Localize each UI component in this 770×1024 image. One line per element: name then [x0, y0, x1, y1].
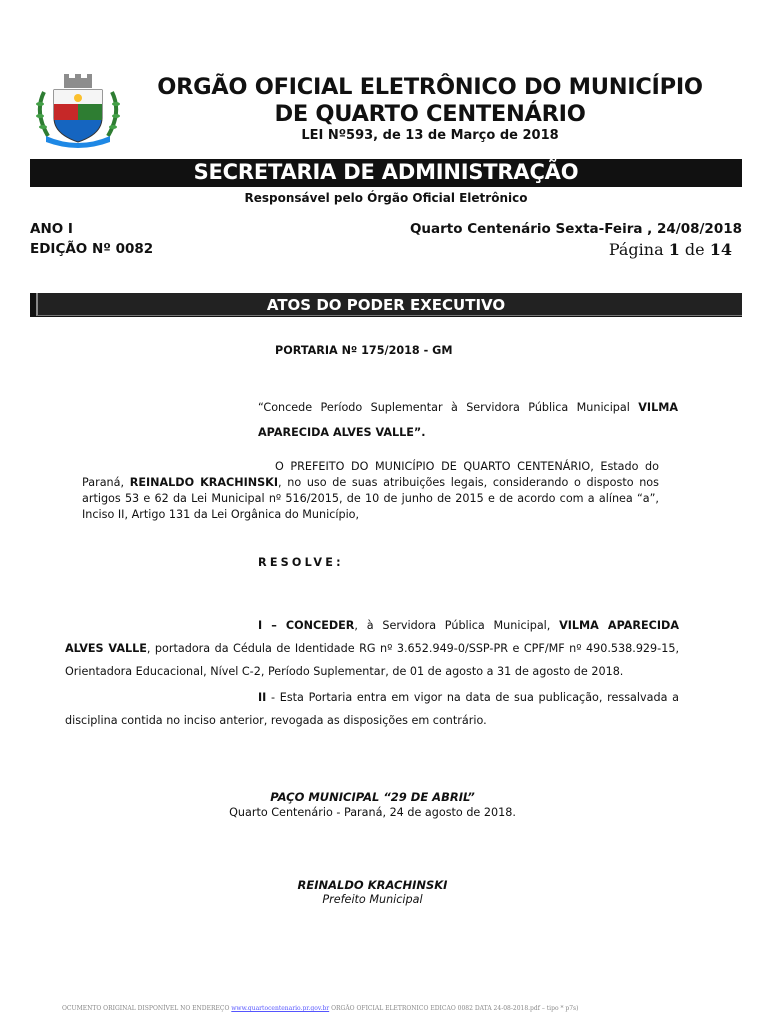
article-1 [65, 614, 679, 683]
portaria-ementa [258, 395, 678, 445]
footer-text: OCUMENTO ORIGINAL DISPONÍVEL NO ENDEREÇO [62, 1005, 232, 1012]
preamble-text-cont: , no uso de suas atribuições legais, considerando o disposto nos artigos 53 e 62 da Lei Municipal nº 516/2015, de 10 de junho de 2015 e de acordo com a alínea “a”, Inciso II, Artigo 131 da Lei Orgânica do Município, [82, 476, 659, 521]
article-1-text-cont: , portadora da Cédula de Identidade RG nº 3.652.949-0/SSP-PR e CPF/MF nº 490.538.929-15, Orientadora Educacional, Nível C-2, Período Suplementar, de 01 de agosto a 31 de agosto de 2018. [65, 642, 679, 678]
document-footer [62, 1005, 742, 1012]
edition-number: EDIÇÃO Nº 0082 [30, 241, 154, 257]
municipal-coat-of-arms-icon [30, 72, 126, 150]
ementa-name: VILMA APARECIDA ALVES VALLE [258, 401, 678, 439]
closing-place-date: Quarto Centenário - Paraná, 24 de agosto de 2018. [229, 806, 516, 819]
article-1-name: VILMA APARECIDA ALVES VALLE [65, 619, 679, 655]
law-reference: LEI Nº593, de 13 de Março de 2018 [301, 128, 559, 143]
page-number: 1 [668, 240, 680, 259]
article-1-label: I – CONCEDER [258, 619, 355, 632]
page-indicator [609, 240, 732, 259]
article-2 [65, 686, 679, 732]
page-prefix: Página [608, 240, 669, 259]
secretariat-subtitle: Responsável pelo Órgão Oficial Eletrônico [244, 191, 528, 205]
preamble-mayor-name: REINALDO KRACHINSKI [129, 476, 279, 489]
article-2-label: II [258, 691, 267, 704]
publication-title-line2: DE QUARTO CENTENÁRIO [274, 101, 586, 127]
closing-place: PAÇO MUNICIPAL “29 DE ABRIL” [270, 790, 475, 804]
resolve-heading: RESOLVE: [258, 556, 344, 569]
signer-name: REINALDO KRACHINSKI [297, 878, 448, 892]
portaria-number: PORTARIA Nº 175/2018 - GM [275, 344, 453, 357]
publication-title-line1: ORGÃO OFICIAL ELETRÔNICO DO MUNICÍPIO [157, 74, 703, 100]
page-total: 14 [709, 240, 732, 259]
article-2-text: - Esta Portaria entra em vigor na data de sua publicação, ressalvada a disciplina contida no inciso anterior, revogada as disposições em contrário. [65, 691, 679, 727]
ementa-close: ”. [413, 426, 426, 439]
secretariat-title: SECRETARIA DE ADMINISTRAÇÃO [193, 160, 579, 184]
section-title: ATOS DO PODER EXECUTIVO [266, 296, 506, 314]
page-of: de [679, 240, 710, 259]
preamble-text: O PREFEITO DO MUNICÍPIO DE QUARTO CENTENÁRIO, Estado do Paraná, [82, 460, 659, 489]
portaria-preamble [82, 459, 659, 523]
ementa-text: “Concede Período Suplementar à Servidora Pública Municipal [258, 401, 639, 414]
footer-text-cont: ORGÃO OFICIAL ELETRONICO EDICAO 0082 DATA 24-08-2018.pdf – tipo * p7s) [331, 1005, 579, 1012]
year-label: ANO I [30, 221, 73, 237]
signer-role: Prefeito Municipal [322, 893, 423, 906]
publication-date: Quarto Centenário Sexta-Feira , 24/08/2018 [409, 221, 742, 237]
article-1-text: , à Servidora Pública Municipal, [354, 619, 560, 632]
footer-link[interactable]: www.quartocentenario.pr.gov.br [231, 1005, 330, 1012]
